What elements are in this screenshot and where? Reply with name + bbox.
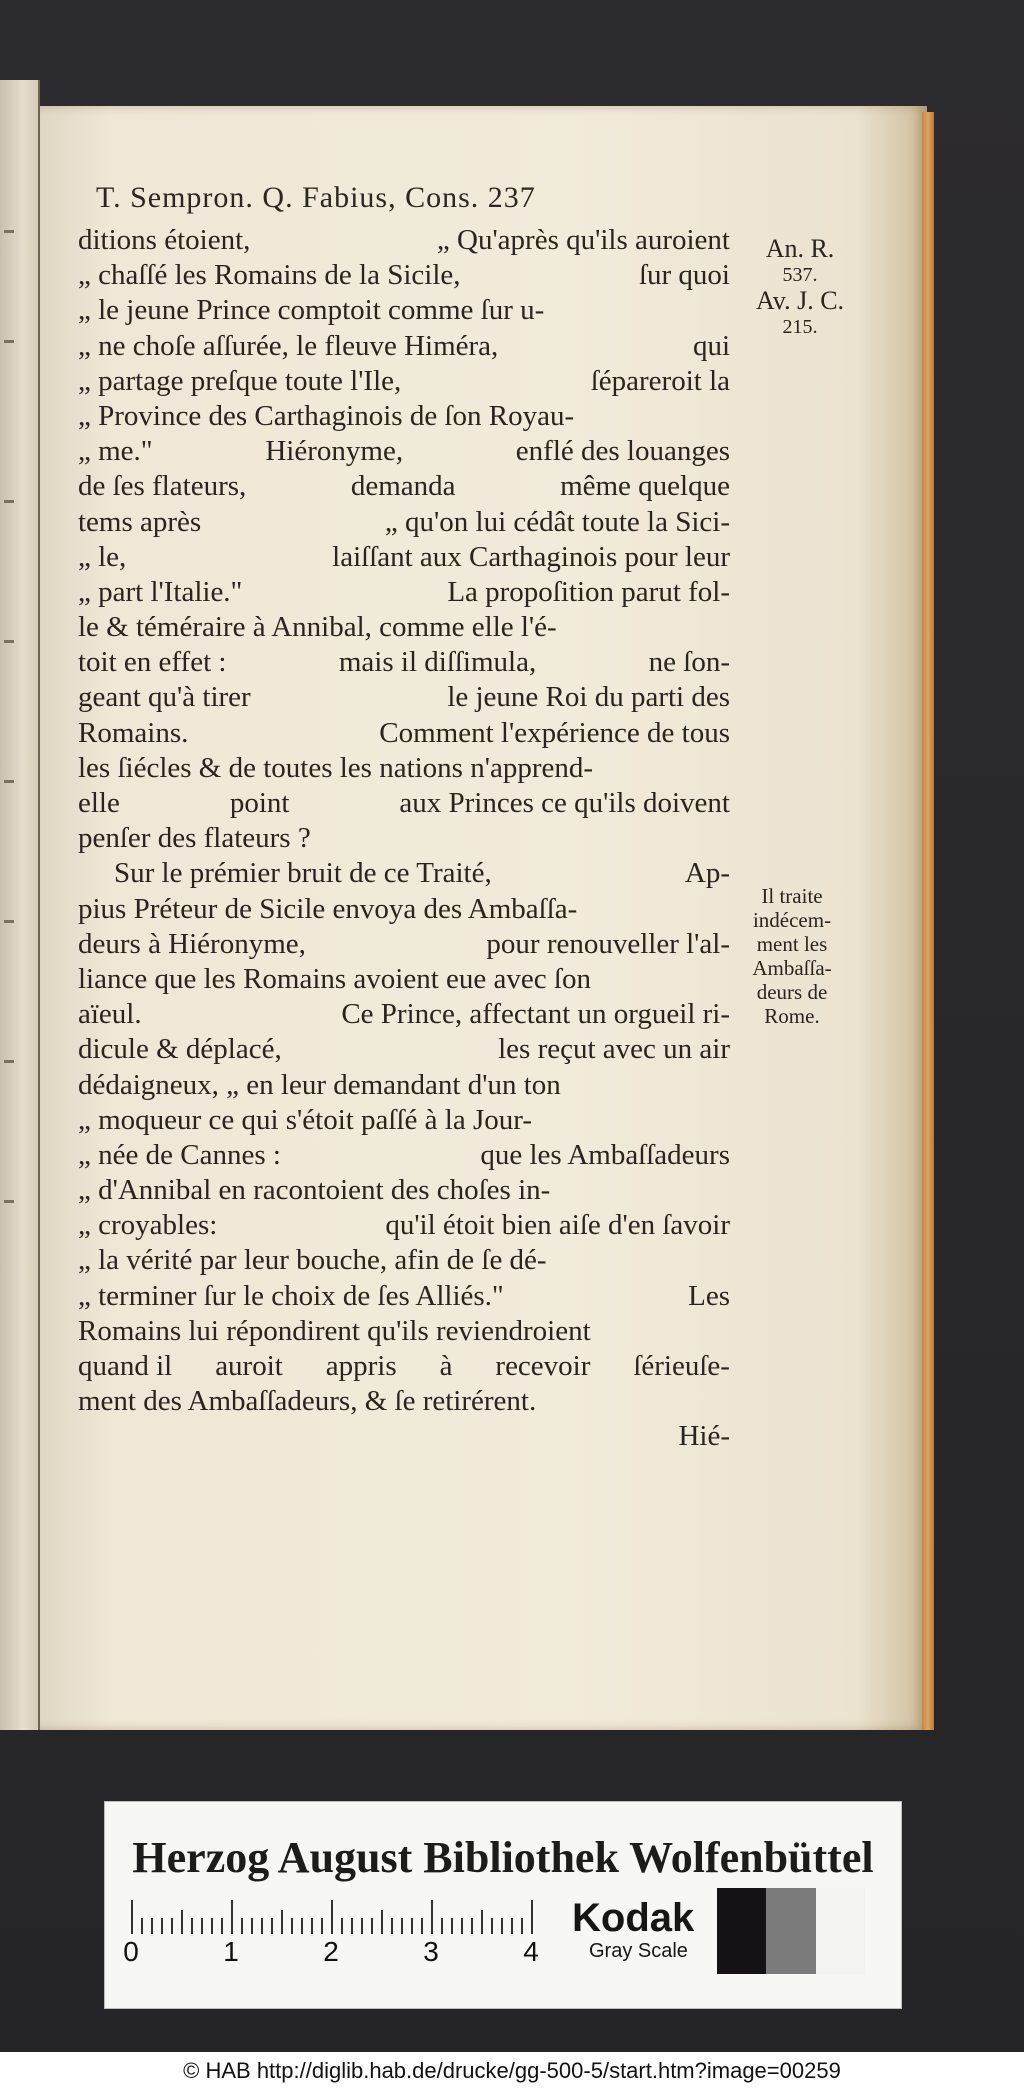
ruler-number: 3 — [423, 1936, 439, 1967]
text-segment: le jeune Roi du parti des — [447, 681, 730, 714]
text-line — [78, 1208, 730, 1243]
text-line — [78, 399, 730, 434]
text-segment: les ſiécles & de toutes les nations n'apprend- — [78, 751, 594, 784]
text-segment: La propoſition parut fol- — [447, 575, 730, 608]
margin-year-an: An. R. — [765, 234, 835, 263]
text-segment: tems après — [78, 505, 202, 538]
ruler-tick — [501, 1918, 503, 1934]
book-page — [40, 106, 927, 1730]
facing-page-letter-fragment — [4, 1200, 14, 1203]
text-line — [78, 1384, 730, 1419]
ruler-tick — [411, 1918, 413, 1934]
ruler-tick — [521, 1918, 523, 1934]
text-segment: appris — [325, 1350, 397, 1382]
text-line — [78, 1068, 730, 1103]
text-segment: que les Ambaſſadeurs — [480, 1138, 730, 1171]
text-segment: „ Province des Carthaginois de ſon Royau- — [78, 399, 575, 432]
color-target-card — [104, 1801, 902, 2009]
text-segment: Hiéronyme, — [265, 435, 404, 468]
text-line — [78, 821, 730, 856]
kodak-brand: Kodak — [572, 1896, 695, 1940]
ruler-tick — [271, 1918, 273, 1934]
text-line — [78, 505, 730, 540]
page-gilt-edge — [922, 112, 934, 1730]
ruler-tick — [311, 1918, 313, 1934]
text-segment: Comment l'expérience de tous — [379, 716, 730, 749]
text-segment: laiſſant aux Carthaginois pour leur — [332, 540, 730, 573]
text-segment: „ née de Cannes : — [78, 1138, 281, 1171]
text-segment: à — [439, 1350, 453, 1382]
text-segment: Ap- — [684, 857, 730, 890]
ruler-tick — [201, 1918, 203, 1934]
ruler-tick — [461, 1918, 463, 1934]
text-segment: „ Qu'après qu'ils auroient — [436, 224, 730, 256]
text-segment: elle — [78, 787, 120, 819]
margin-note-line: Il traite — [761, 884, 823, 908]
text-segment: „ me." — [78, 435, 153, 468]
gray-swatch — [717, 1888, 766, 1974]
ruler-tick — [371, 1918, 373, 1934]
gray-swatch — [766, 1888, 815, 1974]
text-segment: „ terminer ſur le choix de ſes Alliés." — [78, 1279, 504, 1312]
text-line — [78, 1314, 730, 1349]
text-segment: liance que les Romains avoient eue avec ſon — [78, 962, 591, 995]
scale-ruler — [123, 1902, 571, 1967]
text-segment: Romains. — [78, 716, 189, 749]
ruler-tick — [381, 1910, 383, 1934]
facing-page-letter-fragment — [4, 1060, 14, 1063]
ruler-tick — [421, 1918, 423, 1934]
ruler-tick — [131, 1900, 133, 1934]
text-segment: „ d'Annibal en racontoient des choſes in- — [78, 1174, 551, 1207]
text-segment: de ſes flateurs, — [78, 470, 247, 503]
text-segment: qu'il étoit bien aiſe d'en ſavoir — [385, 1209, 730, 1242]
text-line — [78, 1173, 730, 1208]
text-line — [78, 258, 730, 293]
ruler-tick — [161, 1918, 163, 1934]
text-line — [78, 997, 730, 1032]
facing-page-letter-fragment — [4, 920, 14, 923]
ruler-tick — [441, 1918, 443, 1934]
margin-summary-note — [728, 884, 856, 1028]
text-segment: aïeul. — [78, 998, 142, 1031]
text-segment: recevoir — [495, 1350, 591, 1382]
text-segment: dédaigneux, „ en leur demandant d'un ton — [78, 1068, 561, 1101]
gray-swatches — [717, 1888, 865, 1974]
ruler-tick — [491, 1918, 493, 1934]
text-line — [78, 1138, 730, 1173]
text-line — [78, 1243, 730, 1278]
text-segment: dicule & déplacé, — [78, 1033, 282, 1066]
text-segment: toit en effet : — [78, 646, 227, 679]
ruler-tick — [281, 1910, 283, 1934]
text-line — [78, 856, 730, 891]
text-line — [78, 1349, 730, 1384]
text-segment: pour renouveller l'al- — [486, 927, 730, 960]
text-segment: „ croyables: — [78, 1209, 218, 1242]
running-head: T. Sempron. Q. Fabius, Cons. 237 — [96, 181, 536, 214]
text-line — [78, 1419, 730, 1454]
text-line — [78, 434, 730, 469]
text-line — [78, 645, 730, 680]
text-segment: geant qu'à tirer — [78, 681, 251, 714]
text-segment: „ chaſſé les Romains de la Sicile, — [78, 259, 461, 292]
ruler-tick — [151, 1918, 153, 1934]
ruler-tick — [431, 1900, 433, 1934]
ruler-tick — [211, 1918, 213, 1934]
ruler-tick — [351, 1918, 353, 1934]
ruler-tick — [251, 1918, 253, 1934]
ruler-tick — [471, 1918, 473, 1934]
ruler-tick — [391, 1918, 393, 1934]
text-segment: „ qu'on lui cédât toute la Sici- — [384, 505, 730, 538]
margin-note-line: Ambaſſa- — [752, 956, 832, 980]
text-line — [78, 927, 730, 962]
ruler-tick — [301, 1918, 303, 1934]
body-text — [78, 223, 730, 1455]
text-line — [78, 751, 730, 786]
text-line — [78, 610, 730, 645]
text-segment: „ moqueur ce qui s'étoit paſſé à la Jour- — [78, 1103, 532, 1136]
gray-scale-label: Gray Scale — [589, 1940, 688, 1962]
text-line — [78, 364, 730, 399]
text-segment: Hié- — [678, 1420, 730, 1453]
text-segment: point — [229, 787, 290, 819]
text-line — [78, 293, 730, 328]
margin-note-line: ment les — [756, 932, 828, 956]
ruler-tick — [401, 1918, 403, 1934]
text-line — [78, 1279, 730, 1314]
ruler-tick — [511, 1918, 513, 1934]
ruler-number: 1 — [223, 1936, 239, 1967]
ruler-tick — [341, 1918, 343, 1934]
text-segment: ſur quoi — [638, 259, 730, 292]
ruler-tick — [181, 1910, 183, 1934]
text-line — [78, 469, 730, 504]
text-segment: Ce Prince, affectant un orgueil ri- — [341, 998, 730, 1031]
text-segment: Les — [688, 1279, 730, 1312]
ruler-tick — [361, 1918, 363, 1934]
text-segment: „ ne choſe aſſurée, le fleuve Himéra, — [78, 329, 499, 362]
text-line — [78, 716, 730, 751]
ruler-tick — [331, 1900, 333, 1934]
text-line — [78, 540, 730, 575]
margin-note-line: Rome. — [764, 1004, 820, 1028]
margin-year-note — [740, 236, 860, 340]
ruler-tick — [241, 1918, 243, 1934]
text-segment: „ la vérité par leur bouche, afin de ſe dé- — [78, 1244, 547, 1277]
ruler-tick — [291, 1918, 293, 1934]
ruler-tick — [141, 1918, 143, 1934]
text-segment: enflé des louanges — [515, 435, 730, 468]
ruler-number: 4 — [523, 1936, 539, 1967]
text-segment: Romains lui répondirent qu'ils reviendroient — [78, 1314, 591, 1347]
text-segment: auroit — [215, 1350, 283, 1382]
text-line — [78, 962, 730, 997]
text-segment: ſérieuſe- — [633, 1350, 730, 1382]
ruler-tick — [451, 1918, 453, 1934]
text-segment: ditions étoient, — [78, 224, 251, 256]
text-segment: les reçut avec un air — [498, 1033, 730, 1066]
ruler-tick — [171, 1918, 173, 1934]
text-segment: mais il diſſimula, — [338, 646, 537, 679]
facing-page-letter-fragment — [4, 230, 14, 233]
ruler-number: 0 — [123, 1936, 139, 1967]
text-segment: ne ſon- — [648, 646, 730, 679]
margin-year-bc: 215. — [782, 316, 818, 338]
text-segment: même quelque — [560, 470, 730, 503]
facing-page-letter-fragment — [4, 340, 14, 343]
text-segment: ſépareroit la — [590, 364, 730, 397]
text-segment: „ le jeune Prince comptoit comme ſur u- — [78, 294, 545, 327]
ruler-tick — [191, 1918, 193, 1934]
margin-year-number: 537. — [782, 264, 818, 286]
text-segment: pius Préteur de Sicile envoya des Ambaſſa- — [78, 892, 578, 925]
text-segment: aux Princes ce qu'ils doivent — [399, 787, 730, 819]
text-line — [78, 680, 730, 715]
ruler-tick — [231, 1900, 233, 1934]
text-line — [78, 1103, 730, 1138]
facing-page-edge — [0, 80, 40, 1730]
library-name: Herzog August Bibliothek Wolfenbüttel — [132, 1833, 874, 1882]
text-line — [78, 575, 730, 610]
facing-page-letter-fragment — [4, 640, 14, 643]
text-line — [78, 786, 730, 821]
text-segment: „ le, — [78, 540, 127, 573]
text-segment: Sur le prémier bruit de ce Traité, — [114, 857, 492, 890]
text-segment: quand il — [78, 1350, 173, 1382]
facing-page-letter-fragment — [4, 500, 14, 503]
text-segment: ment des Ambaſſadeurs, & ſe retirérent. — [78, 1385, 537, 1418]
margin-note-line: indécem- — [752, 908, 832, 932]
copyright-footer: © HAB http://diglib.hab.de/drucke/gg-500-5/start.htm?image=00259 — [0, 2052, 1024, 2089]
text-segment: le & téméraire à Annibal, comme elle l'é- — [78, 611, 557, 644]
text-line — [78, 1032, 730, 1067]
facing-page-letter-fragment — [4, 780, 14, 783]
text-segment: qui — [692, 329, 730, 362]
ruler-tick — [481, 1910, 483, 1934]
ruler-number: 2 — [323, 1936, 339, 1967]
margin-note-line: deurs de — [756, 980, 828, 1004]
gray-swatch — [816, 1888, 865, 1974]
ruler-tick — [261, 1918, 263, 1934]
text-segment: deurs à Hiéronyme, — [78, 927, 306, 960]
text-segment: penſer des flateurs ? — [78, 822, 311, 855]
text-segment: „ partage preſque toute l'Ile, — [78, 364, 402, 397]
text-line — [78, 329, 730, 364]
text-line — [78, 892, 730, 927]
text-line — [78, 223, 730, 258]
text-segment: „ part l'Italie." — [78, 575, 243, 608]
ruler-tick — [531, 1900, 533, 1934]
ruler-tick — [321, 1918, 323, 1934]
margin-year-av: Av. J. C. — [755, 286, 845, 315]
text-segment: demanda — [350, 470, 456, 503]
ruler-tick — [221, 1918, 223, 1934]
